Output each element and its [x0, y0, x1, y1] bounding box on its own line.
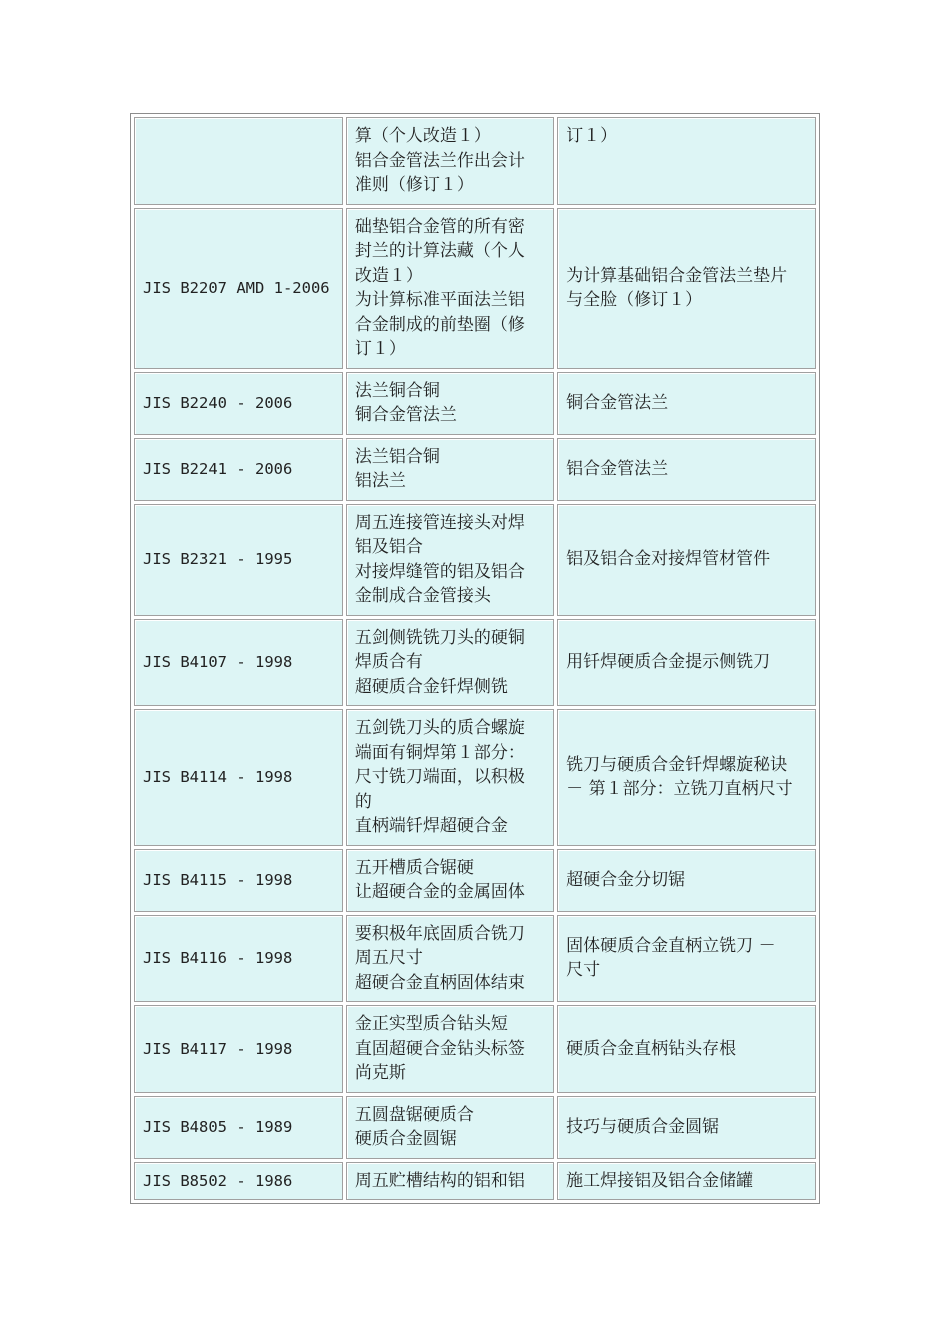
table-row	[134, 438, 816, 501]
title-line: 铝法兰	[354, 471, 406, 491]
standard-code-cell: JIS B2241 - 2006	[134, 438, 343, 501]
title-line: 为计算标准平面法兰铝	[354, 290, 525, 310]
translation-cell	[557, 117, 816, 205]
title-cell	[346, 504, 554, 616]
title-cell	[346, 915, 554, 1003]
table-row	[134, 1005, 816, 1093]
translation-cell	[557, 1005, 816, 1093]
standard-code-cell: JIS B4116 - 1998	[134, 915, 343, 1003]
title-line: 要积极年底固质合铣刀	[354, 923, 525, 944]
title-line: 周五尺寸	[354, 948, 423, 968]
title-line: 尺寸铣刀端面，以积极	[354, 767, 525, 787]
title-line: 五剑铣刀头的质合螺旋	[354, 718, 525, 738]
standard-code-cell: JIS B4107 - 1998	[134, 619, 343, 707]
title-cell	[346, 372, 554, 435]
title-line: 五剑侧铣铣刀头的硬铜	[354, 627, 525, 648]
translation-line: 尺寸	[566, 960, 601, 981]
title-line: 金制成合金管接头	[354, 586, 491, 606]
title-line: 五圆盘锯硬质合	[354, 1104, 474, 1125]
translation-cell	[557, 438, 816, 501]
title-line: 改造１）	[354, 265, 423, 286]
title-line: 订１）	[354, 339, 406, 359]
title-line: 法兰铝合铜	[354, 446, 440, 467]
title-cell	[346, 709, 554, 846]
title-line: 周五连接管连接头对焊	[354, 512, 525, 533]
title-line: 铝合金管法兰作出会计	[354, 150, 525, 171]
title-line: 焊质合有	[354, 652, 423, 672]
table-row	[134, 1162, 816, 1201]
title-cell	[346, 208, 554, 369]
table-row	[134, 504, 816, 616]
standard-code-cell: JIS B4805 - 1989	[134, 1096, 343, 1159]
title-line: 直柄端钎焊超硬合金	[354, 816, 508, 836]
translation-line: 铝合金管法兰	[566, 458, 669, 479]
table-body	[134, 117, 816, 1200]
title-cell	[346, 1005, 554, 1093]
standard-code-cell: JIS B2321 - 1995	[134, 504, 343, 616]
translation-line: 铜合金管法兰	[566, 392, 669, 413]
title-line: 五开槽质合锯硬	[354, 857, 474, 878]
translation-cell	[557, 915, 816, 1003]
title-cell	[346, 438, 554, 501]
translation-line: 铣刀与硬质合金钎焊螺旋秘诀	[566, 754, 788, 775]
standard-code-cell: JIS B8502 - 1986	[134, 1162, 343, 1201]
translation-cell	[557, 849, 816, 912]
translation-line: 施工焊接铝及铝合金储罐	[566, 1170, 754, 1191]
translation-cell	[557, 1096, 816, 1159]
title-line: 准则（修订１）	[354, 175, 474, 195]
translation-cell	[557, 372, 816, 435]
translation-line: 铝及铝合金对接焊管材管件	[566, 549, 771, 570]
title-line: 铝及铝合	[354, 537, 423, 557]
standards-table	[130, 113, 820, 1204]
title-line: 对接焊缝管的铝及铝合	[354, 561, 525, 582]
translation-cell	[557, 709, 816, 846]
translation-line: 与全脸（修订１）	[566, 290, 703, 310]
title-line: 端面有铜焊第１部分：	[354, 742, 525, 763]
table-row	[134, 619, 816, 707]
title-line: 直固超硬合金钻头标签	[354, 1038, 525, 1059]
title-line: 础垫铝合金管的所有密	[354, 216, 525, 237]
title-line: 金正实型质合钻头短	[354, 1014, 508, 1034]
standard-code-cell: JIS B2240 - 2006	[134, 372, 343, 435]
translation-cell	[557, 1162, 816, 1201]
translation-line: 用钎焊硬质合金提示侧铣刀	[566, 652, 771, 672]
table-row	[134, 849, 816, 912]
table-row	[134, 709, 816, 846]
title-line: 超硬质合金钎焊侧铣	[354, 676, 508, 697]
translation-cell	[557, 208, 816, 369]
title-cell	[346, 117, 554, 205]
translation-line: 超硬合金分切锯	[566, 869, 686, 890]
table-row	[134, 117, 816, 205]
table-row	[134, 915, 816, 1003]
table-row	[134, 208, 816, 369]
translation-line: 硬质合金直柄钻头存根	[566, 1038, 737, 1059]
title-line: 算（个人改造１）	[354, 126, 491, 146]
translation-line: 技巧与硬质合金圆锯	[566, 1116, 720, 1137]
title-cell	[346, 1096, 554, 1159]
translation-line: － 第１部分：立铣刀直柄尺寸	[566, 779, 793, 800]
title-cell	[346, 849, 554, 912]
title-line: 硬质合金圆锯	[354, 1129, 457, 1149]
translation-cell	[557, 619, 816, 707]
title-line: 周五贮槽结构的铝和铝	[354, 1170, 525, 1191]
standard-code-cell: JIS B4117 - 1998	[134, 1005, 343, 1093]
translation-line: 订１）	[566, 126, 618, 146]
title-line: 封兰的计算法藏（个人	[354, 241, 525, 261]
table-row	[134, 372, 816, 435]
title-cell	[346, 619, 554, 707]
title-line: 法兰铜合铜	[354, 380, 440, 401]
title-line: 让超硬合金的金属固体	[354, 882, 525, 902]
translation-line: 为计算基础铝合金管法兰垫片	[566, 265, 788, 286]
title-line: 铜合金管法兰	[354, 405, 457, 425]
standard-code-cell	[134, 117, 343, 205]
title-line: 超硬合金直柄固体结束	[354, 972, 525, 993]
standard-code-cell: JIS B4114 - 1998	[134, 709, 343, 846]
title-line: 尚克斯	[354, 1063, 406, 1083]
title-line: 的	[354, 791, 372, 812]
title-cell	[346, 1162, 554, 1201]
standard-code-cell: JIS B4115 - 1998	[134, 849, 343, 912]
title-line: 合金制成的前垫圈（修	[354, 314, 525, 335]
translation-line: 固体硬质合金直柄立铣刀 －	[566, 935, 776, 956]
table-row	[134, 1096, 816, 1159]
translation-cell	[557, 504, 816, 616]
standard-code-cell: JIS B2207 AMD 1-2006	[134, 208, 343, 369]
